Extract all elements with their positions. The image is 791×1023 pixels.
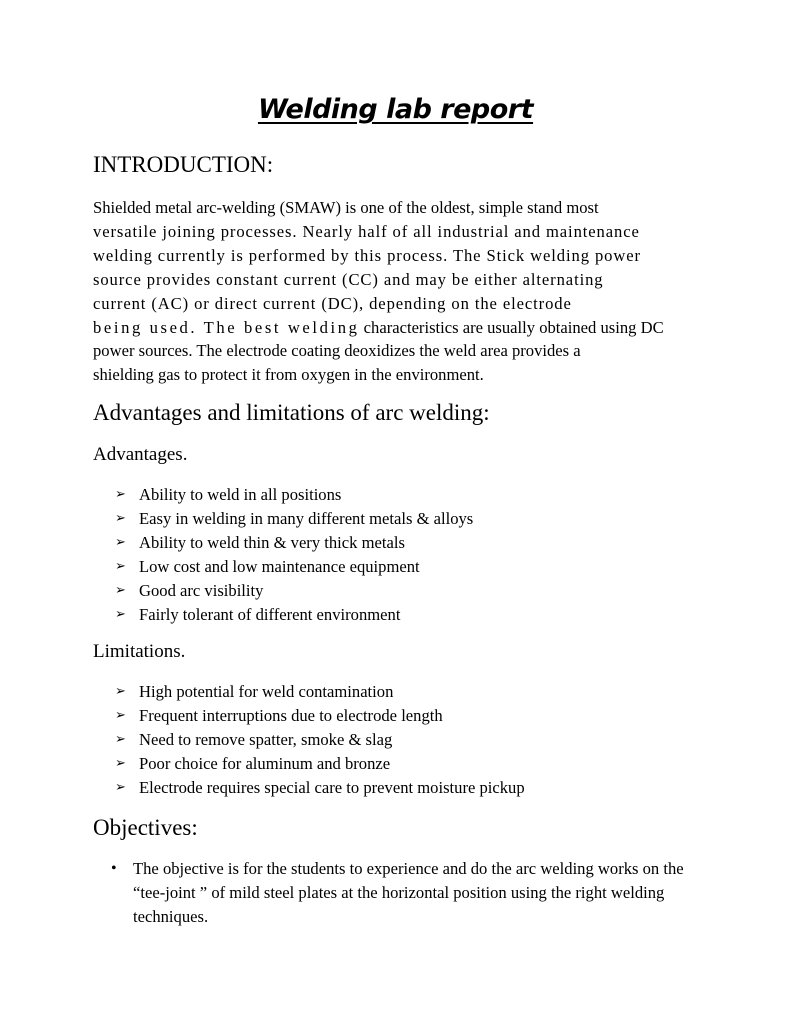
intro-line: power sources. The electrode coating deoxidizes the weld area provides a (93, 341, 581, 361)
list-item (0, 776, 525, 800)
intro-line-part: being used. The best welding (93, 317, 360, 337)
list-item (0, 531, 473, 555)
advantages-list (0, 483, 473, 626)
list-item-text: Poor choice for aluminum and bronze (139, 753, 391, 773)
list-item-text: Frequent interruptions due to electrode length (139, 705, 443, 725)
intro-line: shielding gas to protect it from oxygen in the environment. (93, 365, 484, 385)
list-item-text: Easy in welding in many different metals & alloys (139, 508, 474, 528)
list-item-text: Ability to weld thin & very thick metals (139, 532, 405, 552)
limitations-list (0, 680, 525, 800)
arrow-bullet-icon: ➢ (115, 606, 126, 622)
objectives-list (0, 857, 693, 929)
arrow-bullet-icon: ➢ (115, 558, 126, 574)
arrow-bullet-icon: ➢ (115, 582, 126, 598)
intro-line: source provides constant current (CC) and may be either alternating (93, 269, 604, 289)
list-item-text: High potential for weld contamination (139, 682, 394, 701)
arrow-bullet-icon: ➢ (115, 779, 126, 795)
intro-line: Shielded metal arc-welding (SMAW) is one of the oldest, simple stand most (93, 198, 599, 217)
list-item-text: Electrode requires special care to prevent moisture pickup (139, 777, 525, 797)
limitations-heading: Limitations. (93, 641, 186, 662)
intro-line: current (AC) or direct current (DC), depending on the electrode (93, 293, 572, 313)
list-item (0, 579, 473, 603)
list-item (0, 680, 525, 704)
arrow-bullet-icon: ➢ (115, 487, 126, 502)
list-item-text: Ability to weld in all positions (139, 485, 342, 504)
list-item (0, 728, 525, 752)
list-item (0, 857, 693, 929)
arrow-bullet-icon: ➢ (115, 510, 126, 526)
dot-bullet-icon: • (111, 860, 117, 877)
intro-line: welding currently is performed by this process. The Stick welding power (93, 245, 641, 265)
intro-line (93, 316, 698, 340)
list-item-text: Low cost and low maintenance equipment (139, 556, 420, 576)
list-item-text: Good arc visibility (139, 580, 264, 600)
list-item-text: The objective is for the students to experience and do the arc welding works on the “tee-joint ” of mild steel plates at the horizontal position using the right welding techniques. (133, 859, 684, 926)
advantages-limitations-heading: Advantages and limitations of arc welding: (93, 400, 490, 425)
arrow-bullet-icon: ➢ (115, 684, 126, 699)
intro-line: versatile joining processes. Nearly half of all industrial and maintenance (93, 221, 640, 241)
list-item-text: Fairly tolerant of different environment (139, 604, 401, 624)
list-item (0, 603, 473, 627)
list-item (0, 555, 473, 579)
arrow-bullet-icon: ➢ (115, 707, 126, 723)
list-item (0, 752, 525, 776)
list-item-text: Need to remove spatter, smoke & slag (139, 729, 393, 749)
arrow-bullet-icon: ➢ (115, 534, 126, 550)
intro-line-part: characteristics are usually obtained using DC (363, 317, 664, 337)
introduction-heading: INTRODUCTION: (93, 152, 274, 177)
objectives-heading: Objectives: (93, 815, 198, 840)
advantages-heading: Advantages. (93, 444, 188, 465)
arrow-bullet-icon: ➢ (115, 755, 126, 771)
list-item (0, 483, 473, 507)
list-item (0, 704, 525, 728)
document-title: Welding lab report (257, 94, 534, 125)
list-item (0, 507, 473, 531)
introduction-paragraph (93, 196, 698, 387)
arrow-bullet-icon: ➢ (115, 731, 126, 747)
